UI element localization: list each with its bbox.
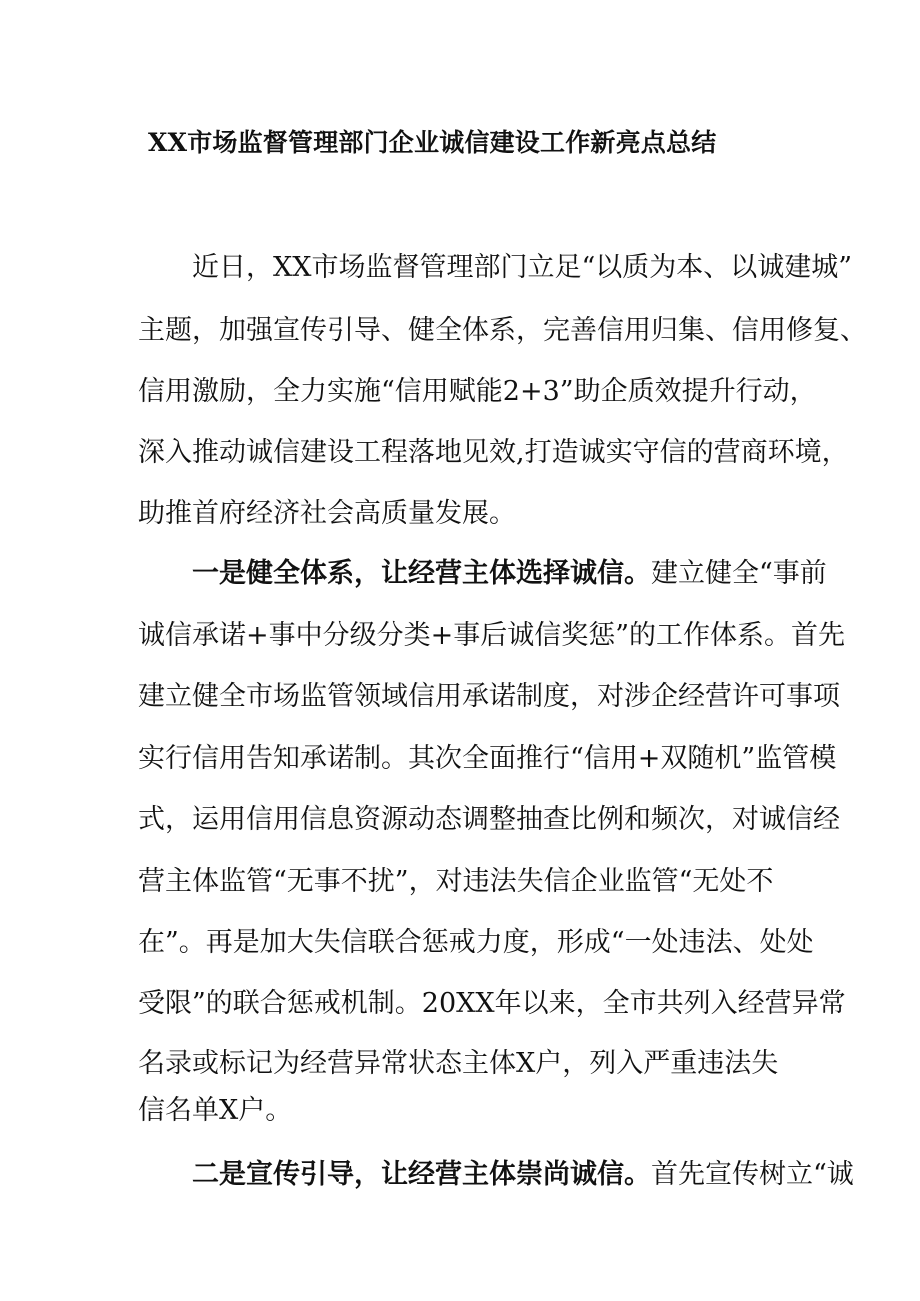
intro-line-5: 助推首府经济社会高质量发展。 xyxy=(138,498,516,529)
document-title: XX市场监督管理部门企业诚信建设工作新亮点总结 xyxy=(148,128,717,157)
intro-line-3: 信用激励，全力实施“信用赋能2+3”助企质效提升行动， xyxy=(138,376,817,407)
section1-line: 实行信用告知承诺制。其次全面推行“信用+双随机”监管模 xyxy=(138,743,837,774)
section1-line: 诚信承诺+事中分级分类+事后诚信奖惩”的工作体系。首先 xyxy=(138,620,846,651)
section1-heading: 一是健全体系，让经营主体选择诚信。 xyxy=(192,558,651,589)
section2-first-line-text: 首先宣传树立“诚 xyxy=(651,1159,854,1190)
section1-line: 名录或标记为经营异常状态主体X户，列入严重违法失 xyxy=(138,1048,779,1079)
section1-first-line xyxy=(192,556,827,592)
section2-heading: 二是宣传引导，让经营主体崇尚诚信。 xyxy=(192,1159,651,1190)
section1-line: 受限”的联合惩戒机制。20XX年以来，全市共列入经营异常 xyxy=(138,988,846,1019)
intro-line-1: 近日，XX市场监督管理部门立足“以质为本、以诚建城” xyxy=(192,252,853,283)
intro-line-2: 主题，加强宣传引导、健全体系，完善信用归集、信用修复、 xyxy=(138,315,867,346)
section1-first-line-text: 建立健全“事前 xyxy=(651,558,827,589)
section1-line: 建立健全市场监管领域信用承诺制度，对涉企经营许可事项 xyxy=(138,681,840,712)
intro-line-4: 深入推动诚信建设工程落地见效,打造诚实守信的营商环境， xyxy=(138,437,849,468)
section1-line: 营主体监管“无事不扰”，对违法失信企业监管“无处不 xyxy=(138,866,774,897)
section1-line: 式，运用信用信息资源动态调整抽查比例和频次，对诚信经 xyxy=(138,804,840,835)
section2-first-line xyxy=(192,1157,854,1193)
section1-line: 信名单X户。 xyxy=(138,1095,293,1126)
section1-line: 在”。再是加大失信联合惩戒力度，形成“一处违法、处处 xyxy=(138,927,814,958)
